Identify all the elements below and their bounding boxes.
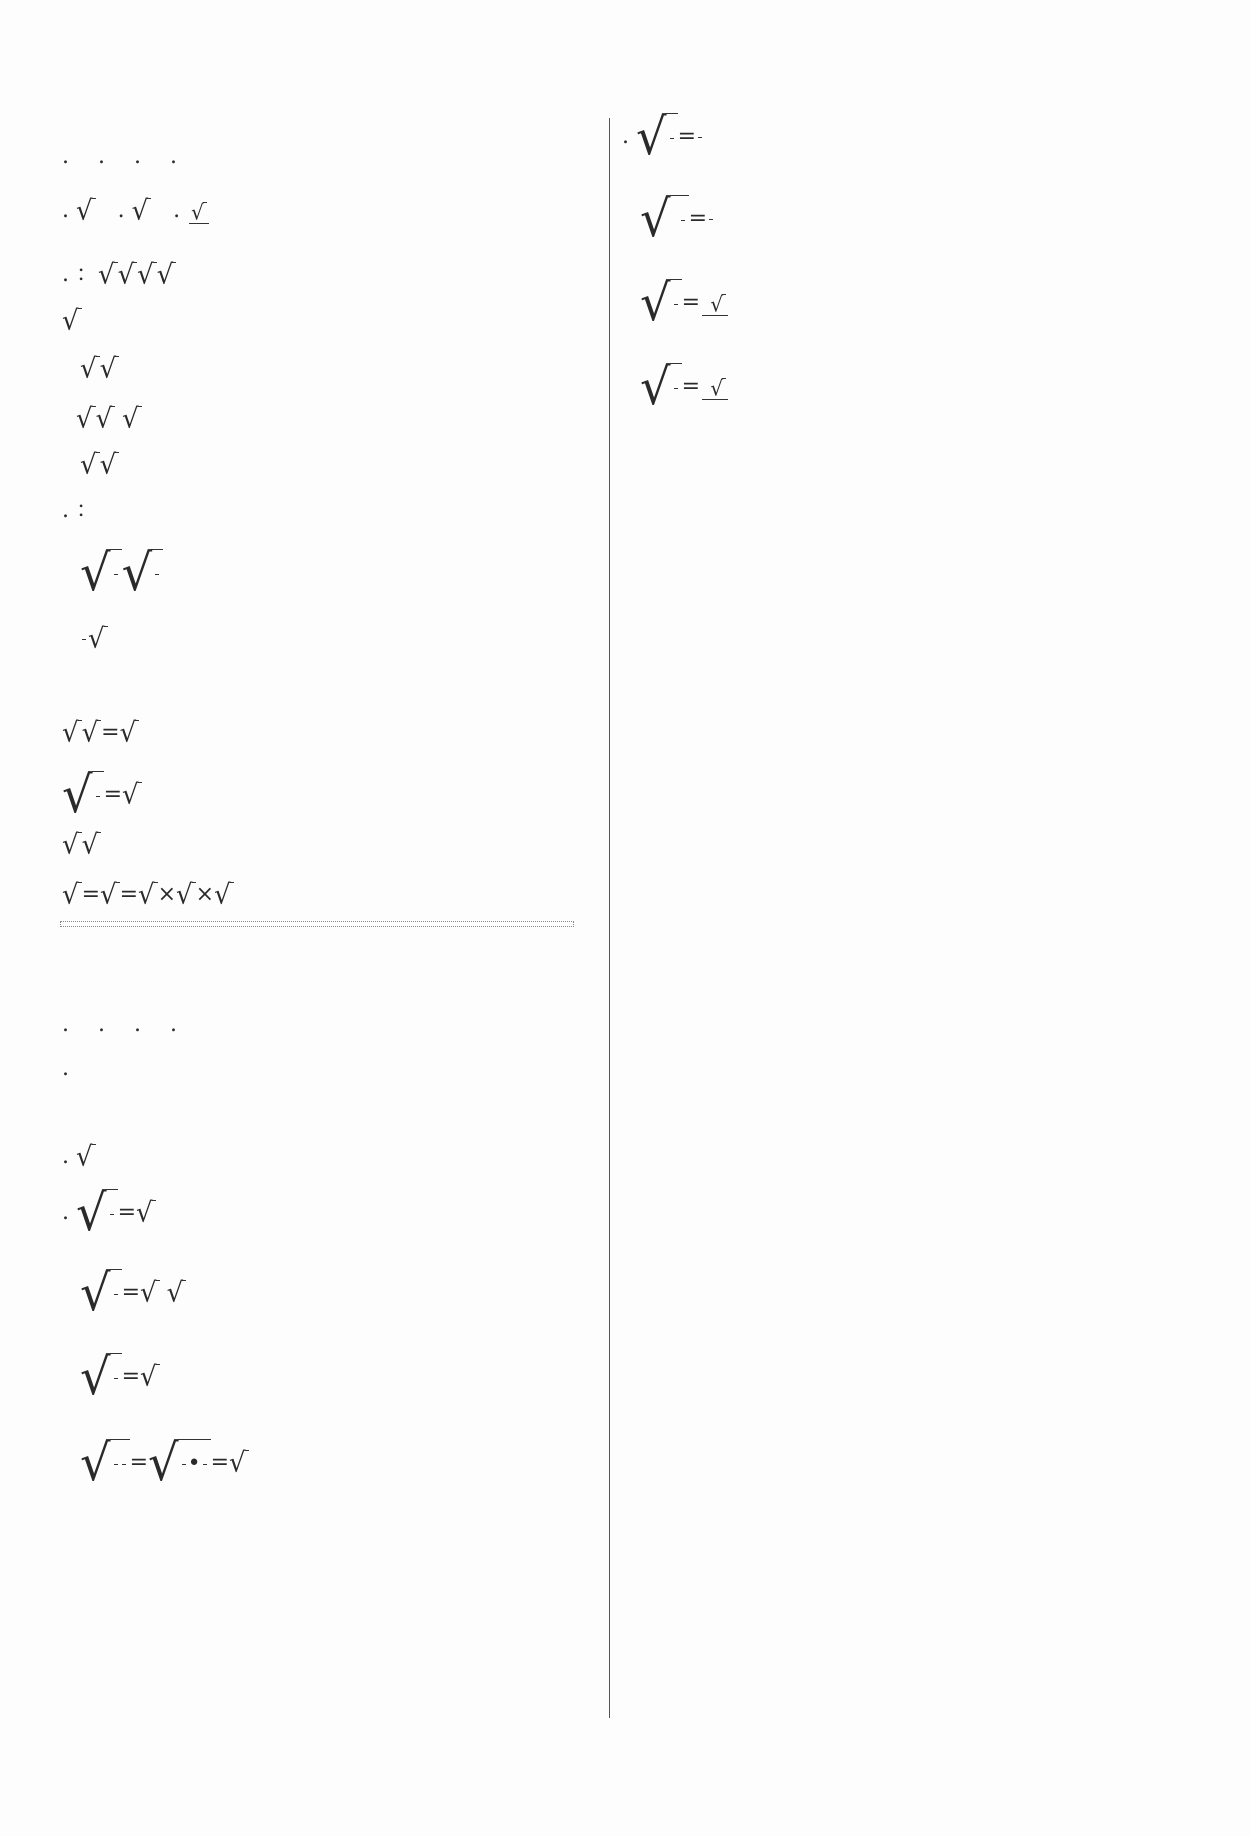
q9-line2: √ √ [80, 548, 163, 598]
lesson-title [60, 921, 574, 927]
q8r-line2: √ = [640, 194, 715, 244]
radical: √ [76, 198, 96, 224]
basic-q6: . √ [62, 1142, 96, 1172]
q8-line1: . ： √ √ √ √ [62, 260, 176, 290]
basic-q7-line1: . √ = √ [62, 1188, 156, 1238]
explore-line3: √ √ [62, 832, 101, 858]
mc-answers-row: . . . . [62, 144, 184, 169]
q8-line2: √ [62, 308, 82, 334]
q9-line1: . ： [62, 498, 99, 523]
fraction: √ [189, 199, 209, 224]
basic-q7-line4: √ = √ • = √ [80, 1436, 249, 1490]
q8r-line4: √ = √ [640, 362, 730, 412]
column-divider [609, 118, 610, 1718]
basic-q5-line1: . [62, 1056, 76, 1081]
q9-line3: √ [80, 614, 108, 664]
q8r-line1: . √ = [622, 112, 704, 162]
fill-answers-row: . √ . √ . √ [62, 196, 211, 226]
basic-q7-line2: √ = √ √ [80, 1268, 186, 1318]
q8-line3: √ √ [80, 356, 119, 382]
basic-mc-row: . . . . [62, 1012, 184, 1037]
explore-line2: √ = √ [62, 770, 142, 820]
q8-line4: √ √ √ [76, 404, 142, 434]
explore-line1: √ √ = √ [62, 718, 139, 748]
q8-line5: √ √ [80, 452, 119, 478]
explore-line4: √ = √ = √ × √ × √ [62, 880, 234, 910]
basic-q7-line3: √ = √ [80, 1352, 160, 1402]
q8r-line3: √ = √ [640, 278, 730, 328]
